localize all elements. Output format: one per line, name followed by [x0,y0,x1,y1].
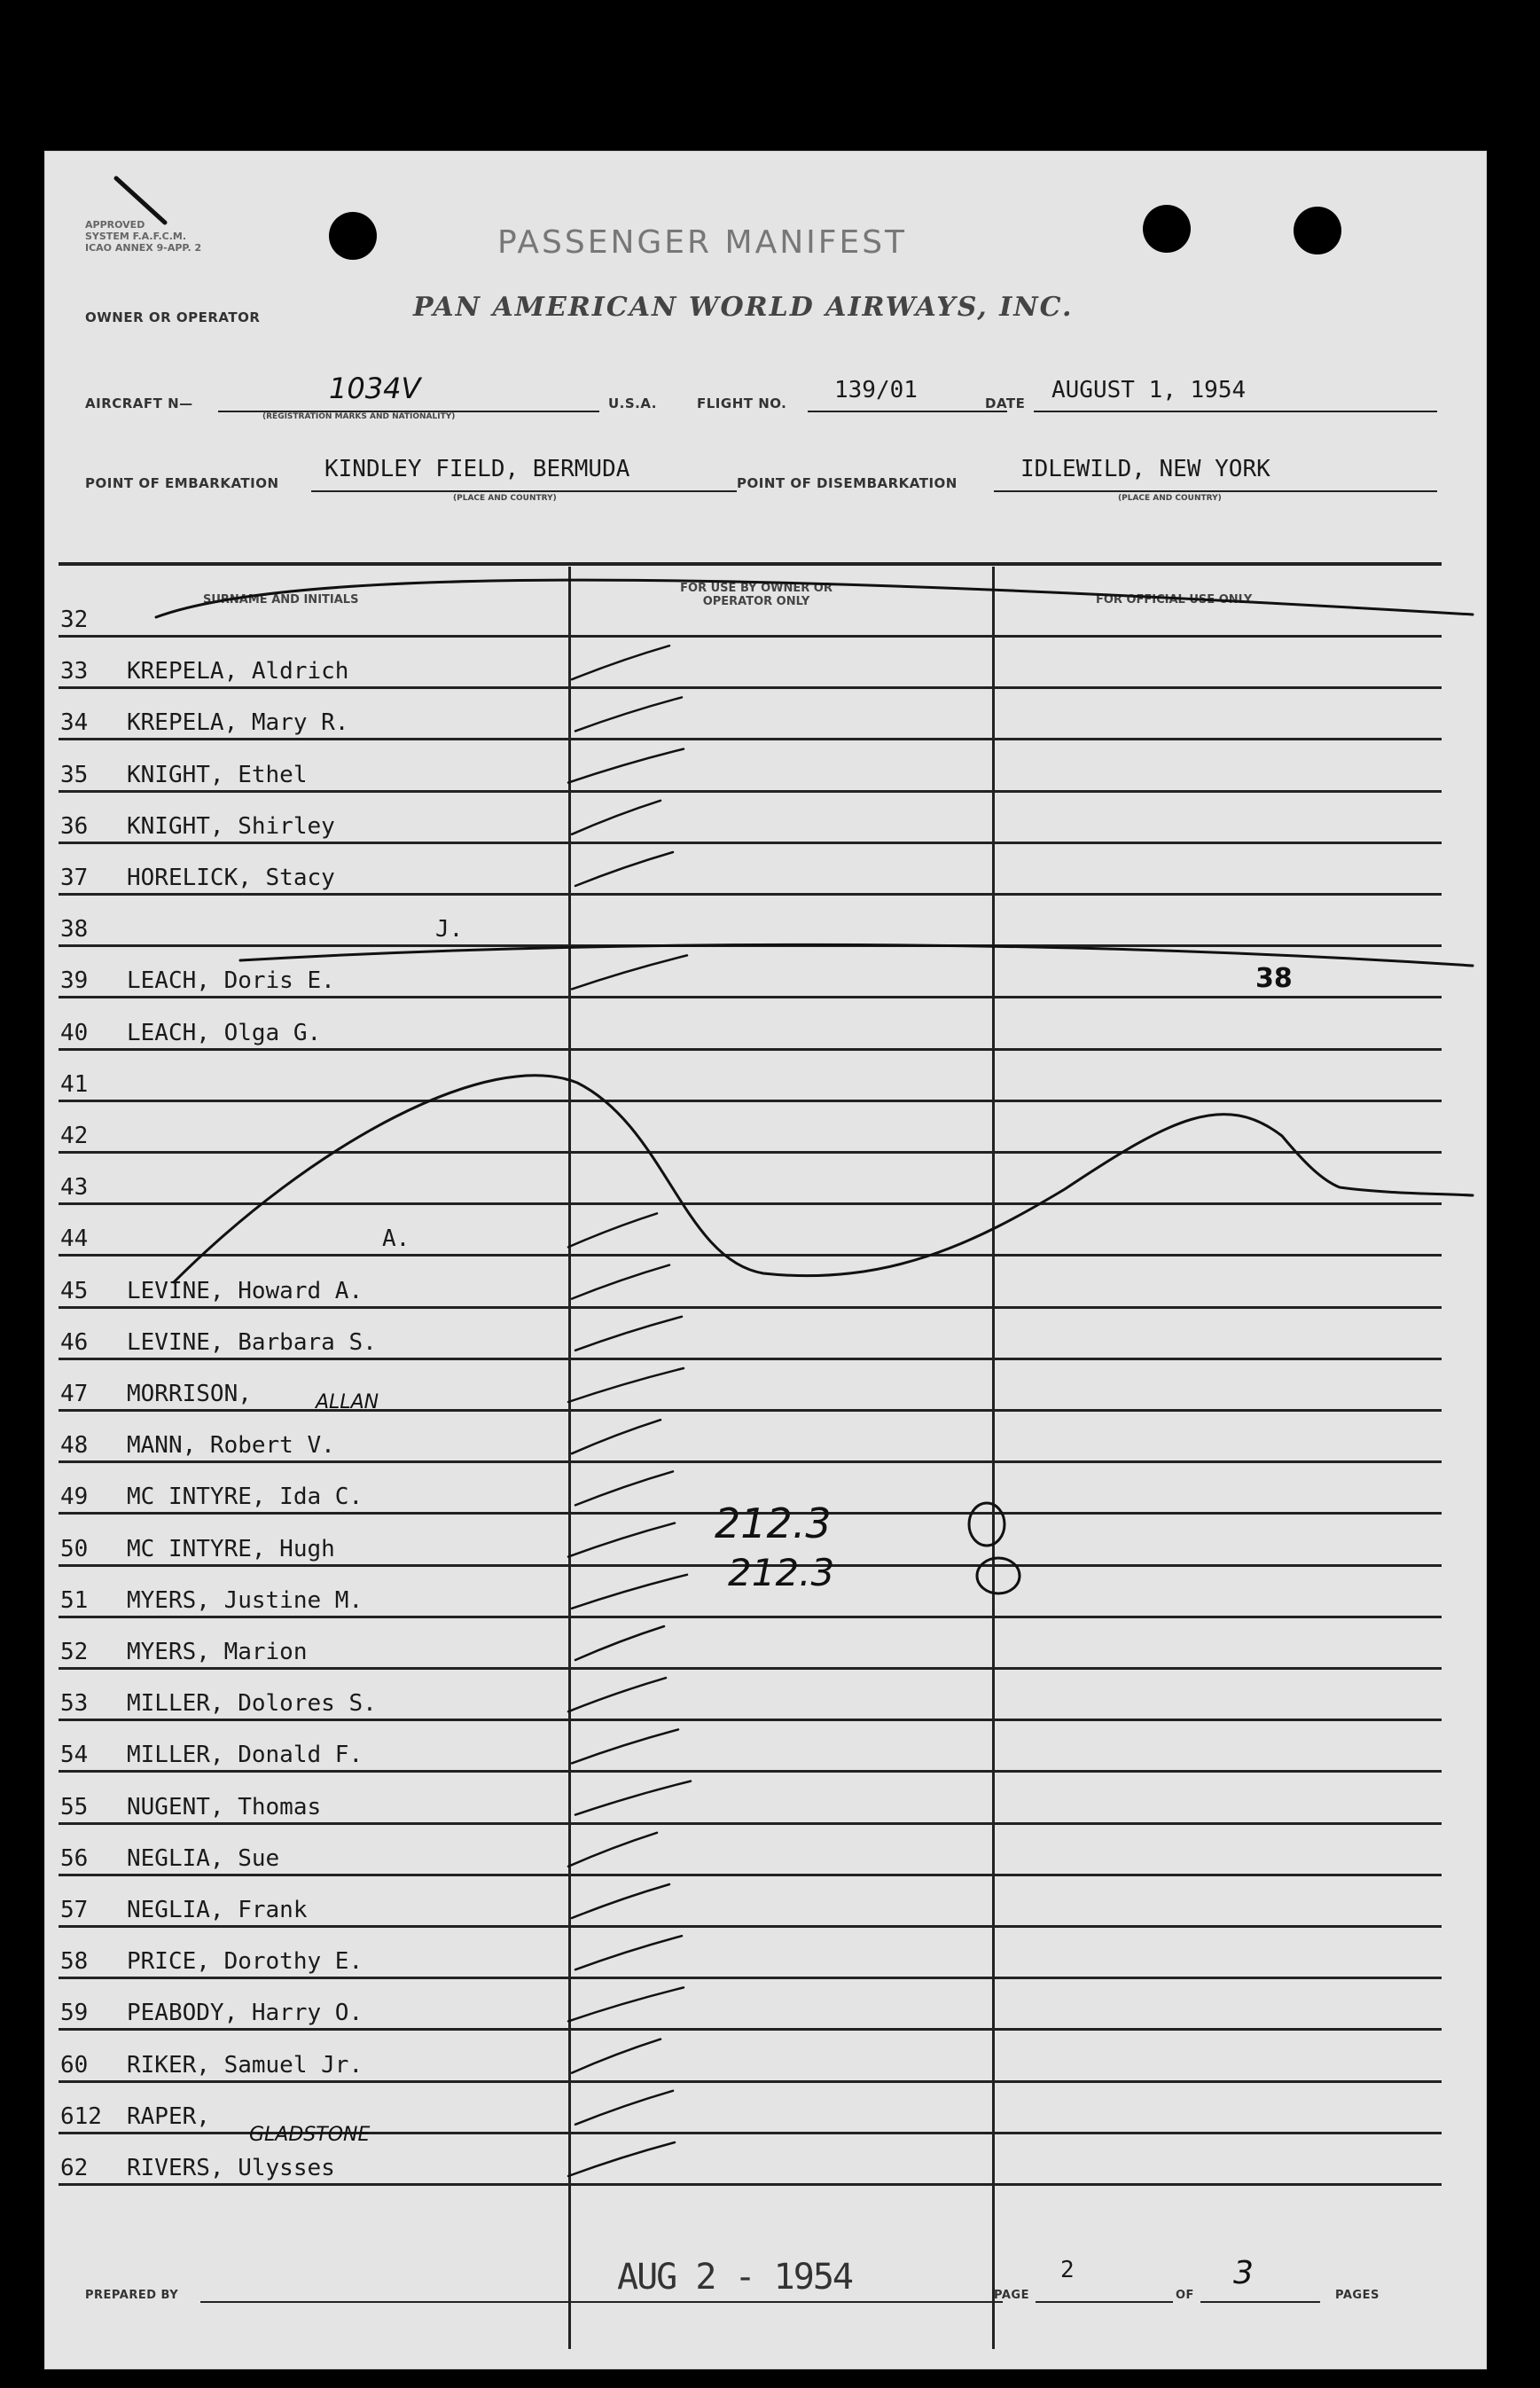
embark-label: POINT OF EMBARKATION [85,475,279,491]
row-number: 57 [60,1897,89,1923]
approved-line: APPROVED [85,219,145,231]
check-mark [575,697,682,731]
check-mark [568,1523,675,1557]
row-number: 37 [60,865,89,891]
embark-value: KINDLEY FIELD, BERMUDA [324,456,630,482]
check-mark [575,1471,673,1505]
check-mark [568,749,684,783]
passenger-name: NEGLIA, Frank [127,1897,308,1923]
passenger-name: HORELICK, Stacy [127,865,335,891]
passenger-name: MYERS, Marion [127,1639,308,1665]
handwritten-fare-50: 212.3 [728,1551,835,1594]
disembark-label: POINT OF DISEMBARKATION [737,475,958,491]
aircraft-value: 1034V [329,372,421,405]
handwritten-gladstone: GLADSTONE [249,2124,371,2146]
row-number: 62 [60,2155,89,2181]
check-mark [572,1420,661,1453]
manifest-sheet [44,151,1487,2369]
passenger-name: LEVINE, Barbara S. [127,1329,377,1356]
flight-value: 139/01 [834,377,918,403]
aircraft-label: AIRCRAFT N— [85,395,193,411]
owner-label: OWNER OR OPERATOR [85,309,261,325]
handwritten-fare-49: 212.3 [715,1499,832,1547]
passenger-name: MANN, Robert V. [127,1432,335,1459]
check-mark [568,1833,657,1867]
passenger-name: MYERS, Justine M. [127,1587,364,1614]
row-number: 58 [60,1948,89,1975]
strike-row-38 [240,944,1473,966]
received-date-stamp: AUG 2 - 1954 [617,2257,852,2298]
passenger-name: KNIGHT, Ethel [127,762,308,788]
check-mark [572,2040,661,2073]
approved-line: SYSTEM F.A.F.C.M. [85,231,187,242]
date-value: AUGUST 1, 1954 [1051,377,1247,403]
row-number: 612 [60,2103,102,2130]
row-number: 43 [60,1174,89,1201]
passenger-name: RIKER, Samuel Jr. [127,2052,364,2079]
passenger-name: MC INTYRE, Ida C. [127,1484,364,1510]
approved-line: ICAO ANNEX 9-APP. 2 [85,242,202,254]
check-mark [568,1987,684,2021]
passenger-name: LEACH, Olga G. [127,1020,322,1046]
flight-label: FLIGHT NO. [697,395,787,411]
check-mark [568,1678,666,1711]
arrow-mark [116,178,165,223]
disembark-caption: (PLACE AND COUNTRY) [1118,494,1222,503]
check-mark [568,2142,675,2176]
form-title: PASSENGER MANIFEST [497,224,908,261]
embark-caption: (PLACE AND COUNTRY) [453,494,557,503]
passenger-name: KREPELA, Mary R. [127,709,349,736]
check-mark [575,852,673,886]
row-number: 36 [60,813,89,840]
passenger-name: J. [435,916,464,943]
row-number: 39 [60,967,89,994]
row-number: 55 [60,1794,89,1820]
check-mark [572,801,661,834]
of-value: 3 [1233,2255,1254,2291]
row-number: 52 [60,1639,89,1665]
passenger-name: KREPELA, Aldrich [127,658,349,685]
usa-label: U.S.A. [608,395,657,411]
passenger-name: RIVERS, Ulysses [127,2155,335,2181]
passenger-name: MC INTYRE, Hugh [127,1536,335,1562]
row-number: 54 [60,1742,89,1768]
check-mark [575,2091,673,2125]
disembark-value: IDLEWILD, NEW YORK [1020,456,1270,482]
pages-label: PAGES [1335,2289,1380,2302]
passenger-name: NUGENT, Thomas [127,1794,322,1820]
passenger-name: A. [382,1225,410,1252]
header-surname: SURNAME AND INITIALS [203,593,359,607]
check-mark [568,1368,684,1402]
check-mark [575,1781,691,1815]
passenger-name: PRICE, Dorothy E. [127,1948,364,1975]
passenger-name: MILLER, Dolores S. [127,1690,377,1717]
strike-rows-41-44 [174,1076,1473,1282]
passenger-name: LEACH, Doris E. [127,967,335,994]
row-number: 46 [60,1329,89,1356]
pen-marks [45,152,1486,2368]
row-number: 33 [60,658,89,685]
check-mark [572,646,669,679]
row-number: 47 [60,1381,89,1407]
row-number: 34 [60,709,89,736]
row-number: 56 [60,1845,89,1872]
check-mark [575,1936,682,1969]
date-label: DATE [985,395,1026,411]
registration-caption: (REGISTRATION MARKS AND NATIONALITY) [262,412,456,421]
passenger-name: MILLER, Donald F. [127,1742,364,1768]
check-mark [572,1575,687,1609]
row-number: 42 [60,1123,89,1149]
check-mark [568,1213,657,1247]
row-number: 48 [60,1432,89,1459]
row-number: 35 [60,762,89,788]
row-number: 59 [60,2000,89,2026]
passenger-name: KNIGHT, Shirley [127,813,335,840]
prepared-label: PREPARED BY [85,2289,179,2302]
passenger-name: MORRISON, [127,1381,252,1407]
check-mark [572,1729,678,1763]
circle-50 [977,1558,1020,1593]
row-number: 44 [60,1225,89,1252]
row-number: 60 [60,2052,89,2079]
passenger-name: PEABODY, Harry O. [127,2000,364,2026]
header-official-use: FOR OFFICIAL USE ONLY [1096,593,1253,607]
check-mark [572,955,687,989]
circle-49 [969,1503,1005,1546]
passenger-name: RAPER, [127,2103,210,2130]
row-number: 53 [60,1690,89,1717]
company-name: PAN AMERICAN WORLD AIRWAYS, INC. [413,292,1074,323]
header-owner-use: FOR USE BY OWNER OR OPERATOR ONLY [680,582,833,608]
passenger-name: NEGLIA, Sue [127,1845,280,1872]
strike-row-32 [156,580,1473,617]
row-number: 49 [60,1484,89,1510]
of-label: OF [1176,2289,1194,2302]
check-mark [572,1884,669,1918]
check-mark [572,1265,669,1299]
row-number: 40 [60,1020,89,1046]
row-number: 32 [60,607,89,633]
check-mark [575,1317,682,1351]
row-number: 38 [60,916,89,943]
official-note-38: 38 [1255,963,1293,994]
row-number: 45 [60,1278,89,1304]
row-number: 51 [60,1587,89,1614]
page-value: 2 [1060,2257,1075,2283]
page-label: PAGE [994,2289,1029,2302]
check-mark [575,1626,664,1660]
handwritten-allan: ALLAN [316,1391,379,1413]
row-number: 50 [60,1536,89,1562]
passenger-name: LEVINE, Howard A. [127,1278,364,1304]
row-number: 41 [60,1071,89,1098]
